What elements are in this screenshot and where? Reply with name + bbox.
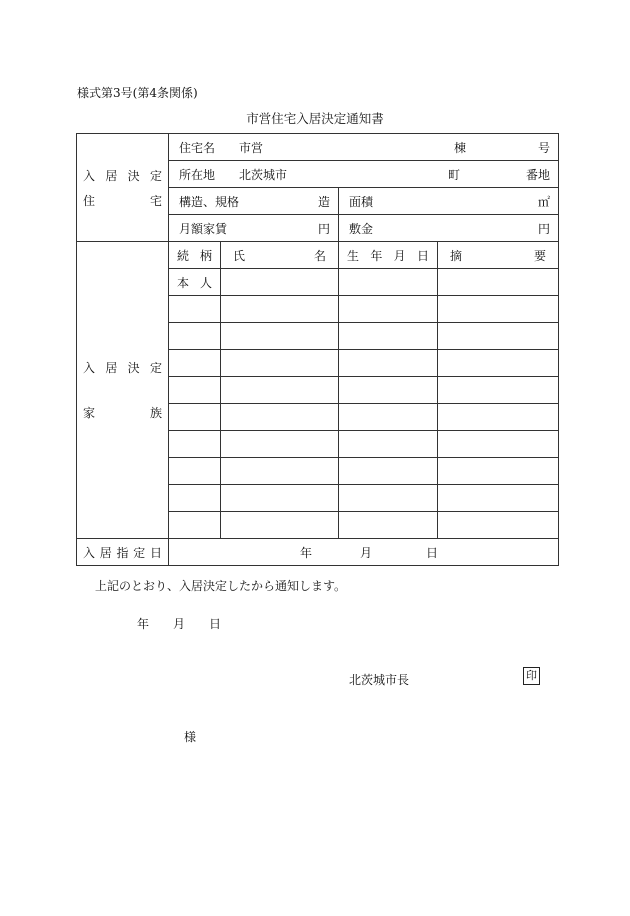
area-cell: [339, 188, 559, 215]
decision-table: [76, 133, 559, 566]
relation-cell[interactable]: [169, 377, 221, 404]
family-remarks-cell[interactable]: [438, 350, 559, 377]
family-birth-cell[interactable]: [339, 431, 438, 458]
relation-cell[interactable]: [169, 458, 221, 485]
area-label: 面積: [349, 194, 374, 209]
family-remarks-cell[interactable]: [438, 296, 559, 323]
header-remarks: 摘 要: [438, 242, 559, 269]
family-name-cell[interactable]: [221, 404, 339, 431]
deposit-cell: [339, 215, 559, 242]
family-name-cell[interactable]: [221, 350, 339, 377]
relation-cell[interactable]: [169, 485, 221, 512]
family-birth-cell[interactable]: [339, 377, 438, 404]
location-cell: [169, 161, 559, 188]
relation-cell[interactable]: [169, 323, 221, 350]
rent-unit: 円: [317, 221, 330, 236]
location-value: 北茨城市: [239, 167, 288, 182]
relation-cell[interactable]: [169, 404, 221, 431]
family-remarks-cell[interactable]: [438, 323, 559, 350]
family-name-cell[interactable]: [221, 485, 339, 512]
family-label-line2: 家 族: [83, 406, 162, 420]
housing-row-name: [77, 134, 559, 161]
move-in-year: 年: [300, 545, 313, 560]
family-name-cell[interactable]: [221, 269, 339, 296]
family-name-cell[interactable]: [221, 296, 339, 323]
family-name-cell[interactable]: [221, 323, 339, 350]
relation-cell: 本 人: [169, 269, 221, 296]
addressee-suffix: 様: [184, 730, 197, 744]
lot-unit: 番地: [525, 167, 550, 182]
move-in-month: 月: [360, 545, 373, 560]
family-header-row: [77, 242, 559, 269]
notice-date-line: [137, 615, 221, 632]
family-birth-cell[interactable]: [339, 404, 438, 431]
town-unit: 町: [447, 167, 460, 182]
building-unit: 棟: [453, 140, 466, 155]
move-in-label: 入 居 指 定 日: [77, 539, 169, 566]
family-name-cell[interactable]: [221, 458, 339, 485]
header-name: 氏 名: [221, 242, 339, 269]
relation-cell[interactable]: [169, 431, 221, 458]
family-birth-cell[interactable]: [339, 296, 438, 323]
family-remarks-cell[interactable]: [438, 269, 559, 296]
header-relation: 続 柄: [169, 242, 221, 269]
seal-mark: 印: [523, 667, 540, 685]
location-label: 所在地: [179, 167, 216, 182]
header-birth: 生 年 月 日: [339, 242, 438, 269]
notice-month: 月: [173, 617, 186, 631]
rent-label: 月額家賃: [179, 221, 228, 236]
family-remarks-cell[interactable]: [438, 512, 559, 539]
relation-cell[interactable]: [169, 512, 221, 539]
deposit-label: 敷金: [349, 221, 374, 236]
housing-section-label: [77, 134, 169, 242]
notice-text: 上記のとおり、入居決定したから通知します。: [95, 579, 347, 593]
family-name-cell[interactable]: [221, 377, 339, 404]
housing-name-cell: [169, 134, 559, 161]
move-in-day: 日: [426, 545, 439, 560]
structure-label: 構造、規格: [179, 194, 240, 209]
notice-day: 日: [209, 617, 222, 631]
family-name-cell[interactable]: [221, 512, 339, 539]
document-title: 市営住宅入居決定通知書: [246, 111, 384, 126]
family-birth-cell[interactable]: [339, 323, 438, 350]
housing-name-value: 市営: [239, 140, 264, 155]
area-unit: ㎡: [537, 194, 550, 209]
relation-cell[interactable]: [169, 296, 221, 323]
family-remarks-cell[interactable]: [438, 485, 559, 512]
move-in-row: [77, 539, 559, 566]
rent-cell: [169, 215, 339, 242]
move-in-date-cell[interactable]: [169, 539, 559, 566]
family-birth-cell[interactable]: [339, 512, 438, 539]
family-remarks-cell[interactable]: [438, 377, 559, 404]
family-birth-cell[interactable]: [339, 458, 438, 485]
number-unit: 号: [537, 140, 550, 155]
family-remarks-cell[interactable]: [438, 458, 559, 485]
housing-label-line1: 入 居 決 定: [83, 168, 162, 183]
family-remarks-cell[interactable]: [438, 431, 559, 458]
family-section-label: [77, 242, 169, 539]
family-remarks-cell[interactable]: [438, 404, 559, 431]
family-name-cell[interactable]: [221, 431, 339, 458]
housing-label-line2: 住 宅: [83, 193, 162, 208]
issuer-name: 北茨城市長: [349, 673, 410, 687]
relation-cell[interactable]: [169, 350, 221, 377]
structure-cell: [169, 188, 339, 215]
deposit-unit: 円: [537, 221, 550, 236]
form-number: 様式第3号(第4条関係): [77, 86, 198, 100]
notice-year: 年: [137, 617, 150, 631]
family-birth-cell[interactable]: [339, 485, 438, 512]
family-birth-cell[interactable]: [339, 350, 438, 377]
housing-name-label: 住宅名: [179, 140, 216, 155]
family-birth-cell[interactable]: [339, 269, 438, 296]
family-label-line1: 入 居 決 定: [83, 361, 162, 375]
structure-unit: 造: [317, 194, 330, 209]
